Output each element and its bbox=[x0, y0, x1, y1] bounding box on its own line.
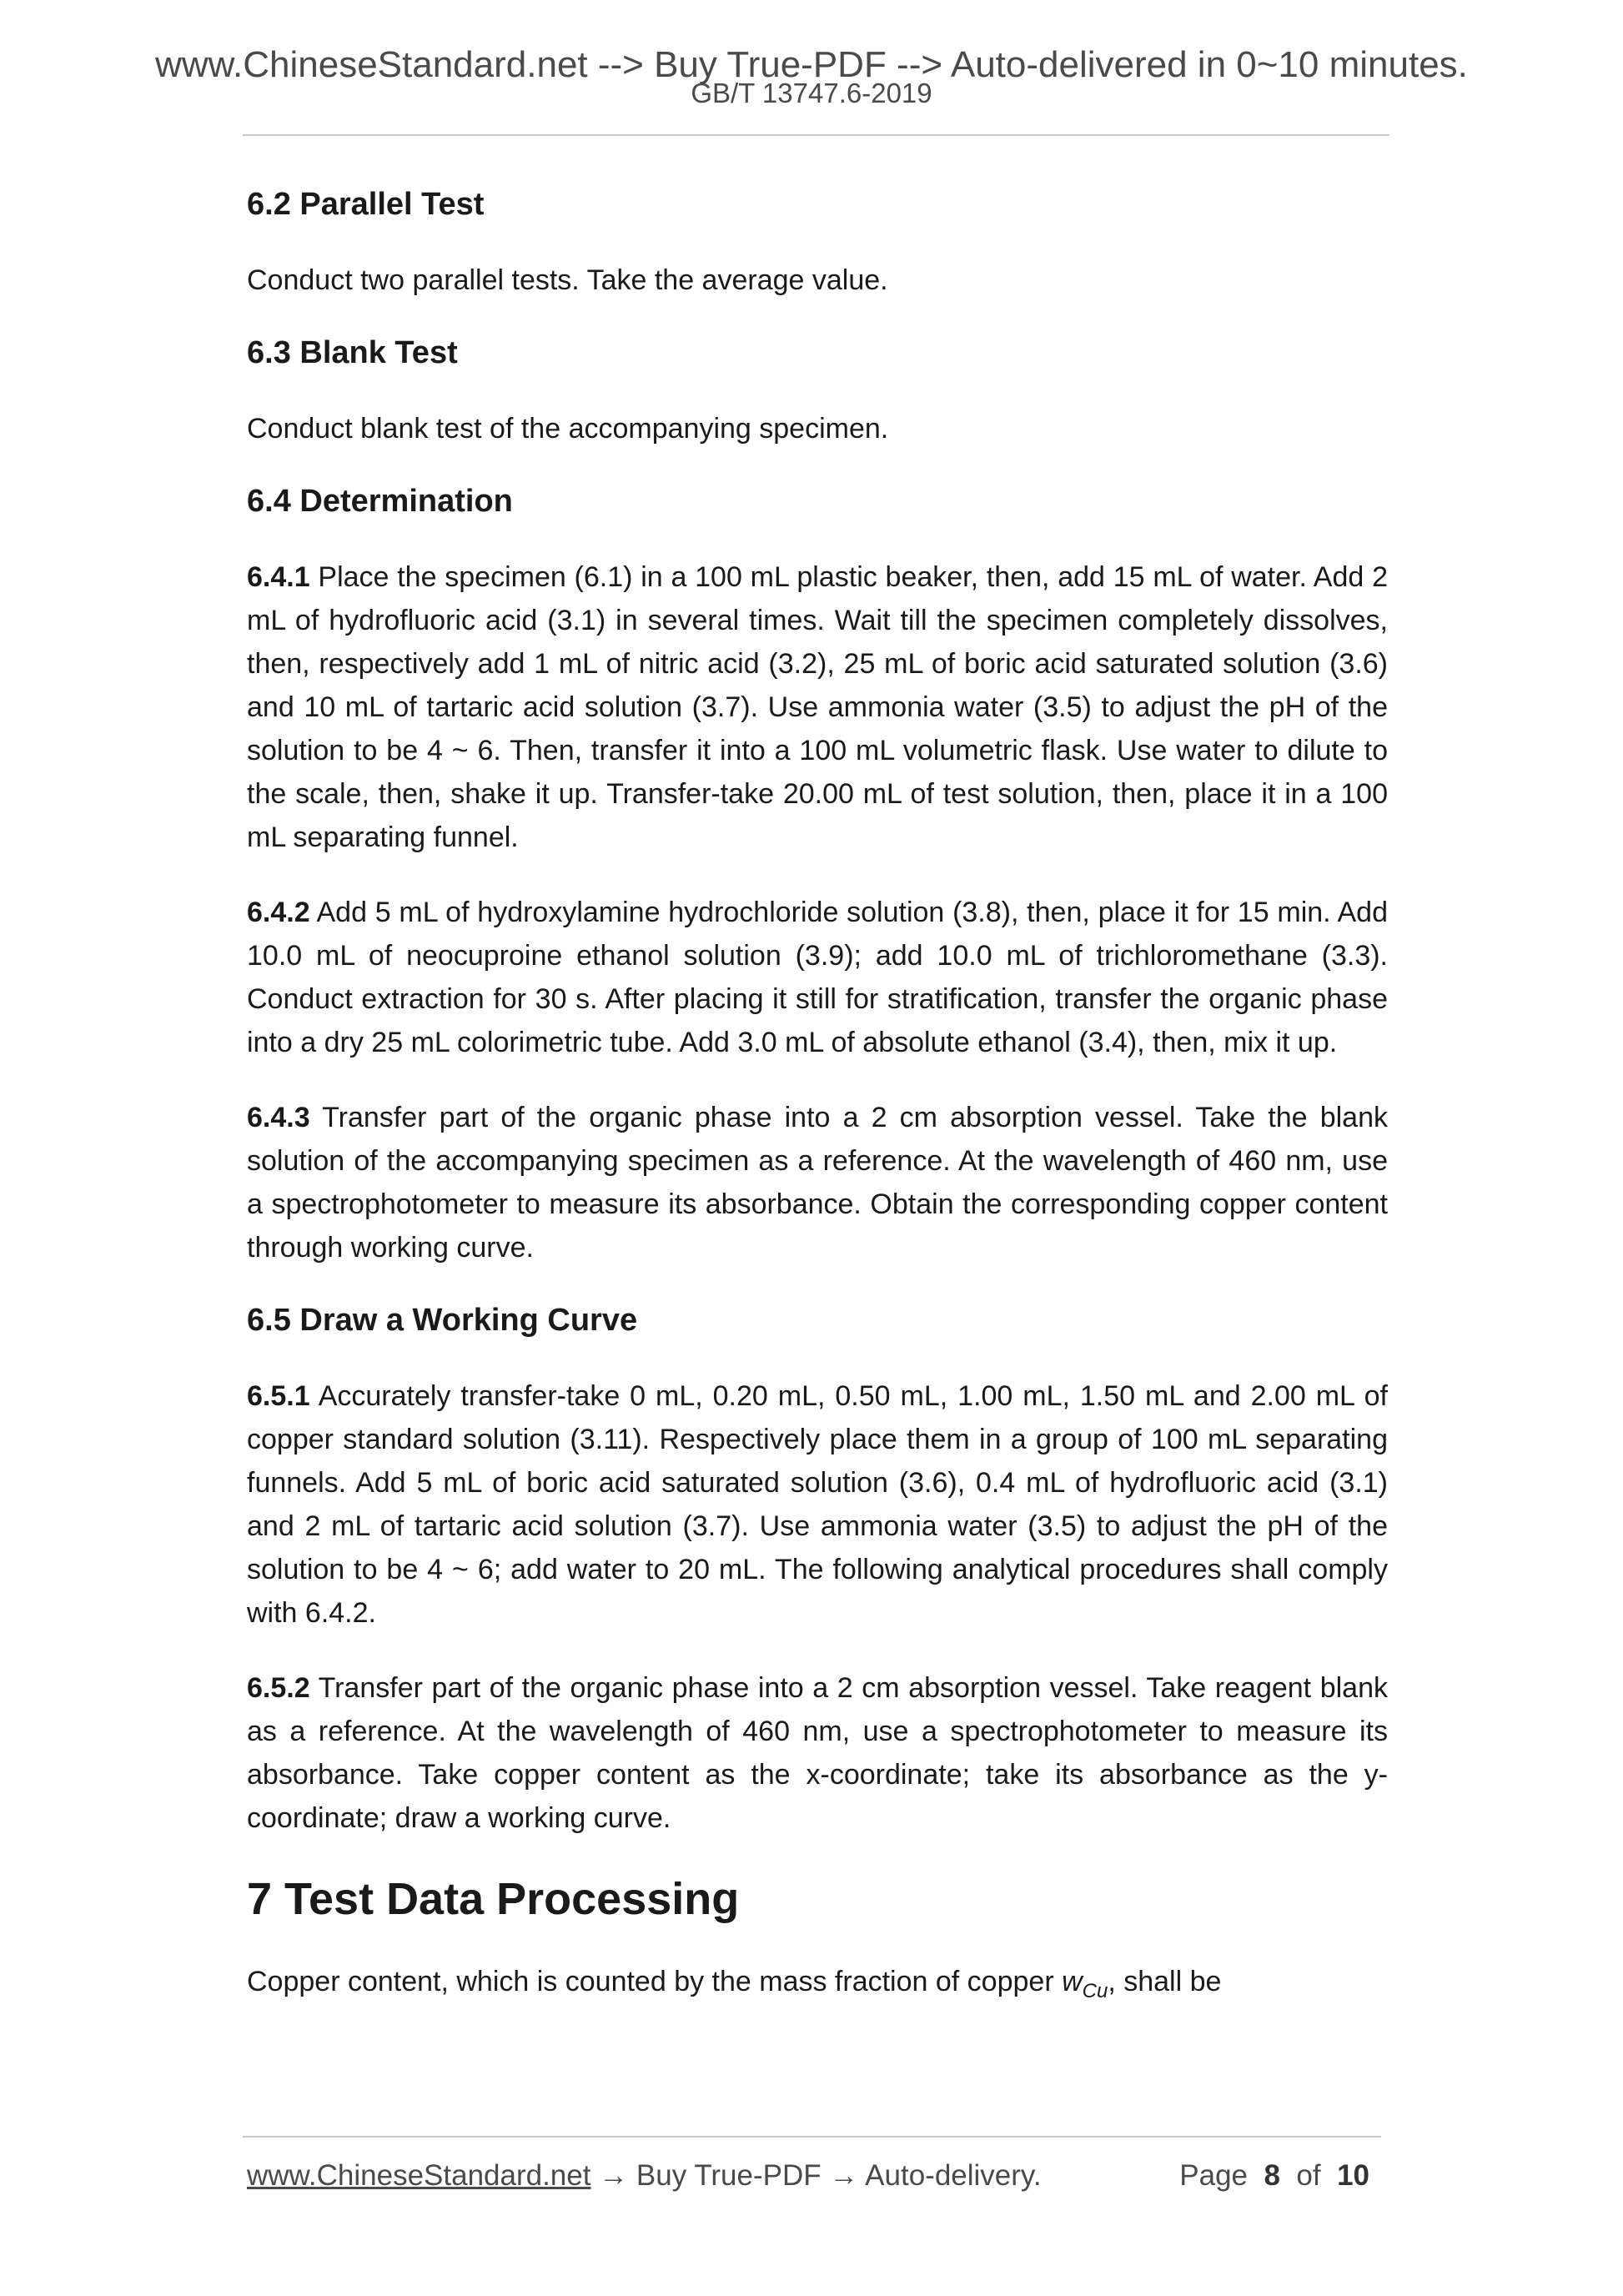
heading-6-2: 6.2 Parallel Test bbox=[247, 187, 485, 222]
clause-number-6-4-3: 6.4.3 bbox=[247, 1102, 310, 1133]
clause-text-7-start: Copper content, which is counted by the mass fraction of copper bbox=[247, 1966, 1063, 1997]
paragraph-6-5-2 bbox=[247, 1666, 1388, 1840]
top-banner: www.ChineseStandard.net --> Buy True-PDF --> Auto-delivered in 0~10 minutes. bbox=[155, 44, 1468, 85]
heading-6-3: 6.3 Blank Test bbox=[247, 335, 458, 370]
page-total: 10 bbox=[1337, 2159, 1369, 2192]
heading-6-4: 6.4 Determination bbox=[247, 484, 513, 519]
page-content bbox=[247, 185, 1388, 2013]
clause-number-6-5-2: 6.5.2 bbox=[247, 1672, 310, 1704]
header-divider bbox=[243, 134, 1389, 136]
footer-site-link[interactable]: www.ChineseStandard.net bbox=[247, 2159, 591, 2192]
paragraph-6-3: Conduct blank test of the accompanying specimen. bbox=[247, 413, 889, 445]
paragraph-6-4-1 bbox=[247, 555, 1388, 859]
variable-w: w bbox=[1062, 1966, 1083, 1997]
page-label: Page bbox=[1179, 2159, 1249, 2192]
clause-text-6-4-2: Add 5 mL of hydroxylamine hydrochloride solution (3.8), then, place it for 15 min. Add 10.0 mL of neocuproine ethanol solution (3.9); add 10.0 mL of trichloromethane (3.3). Conduct extraction for 30 s. After placing it still for stratification, transfer the organic phase into a dry 25 mL colorimetric tube. Add 3.0 mL of absolute ethanol (3.4), then, mix it up. bbox=[247, 897, 1388, 1058]
variable-subscript-cu: Cu bbox=[1082, 1979, 1108, 2002]
clause-text-7-end: , shall be bbox=[1108, 1966, 1222, 1997]
clause-number-6-4-2: 6.4.2 bbox=[247, 897, 310, 928]
heading-7: 7 Test Data Processing bbox=[247, 1874, 740, 1924]
page-footer bbox=[247, 2155, 1381, 2197]
page-indicator bbox=[1179, 2155, 1369, 2197]
footer-left bbox=[247, 2155, 1042, 2197]
clause-text-6-4-3: Transfer part of the organic phase into a 2 cm absorption vessel. Take the blank solution of the accompanying specimen as a reference. At the wavelength of 460 nm, use a spectrophotometer to measure its absorbance. Obtain the corresponding copper content through working curve. bbox=[247, 1102, 1388, 1264]
paragraph-6-2: Conduct two parallel tests. Take the average value. bbox=[247, 264, 888, 296]
clause-text-6-5-1: Accurately transfer-take 0 mL, 0.20 mL, 0.50 mL, 1.00 mL, 1.50 mL and 2.00 mL of copper standard solution (3.11). Respectively place them in a group of 100 mL separating funnels. Add 5 mL of boric acid saturated solution (3.6), 0.4 mL of hydrofluoric acid (3.1) and 2 mL of tartaric acid solution (3.7). Use ammonia water (3.5) to adjust the pH of the solution to be 4 ~ 6; add water to 20 mL. The following analytical procedures shall comply with 6.4.2. bbox=[247, 1380, 1388, 1629]
clause-text-6-5-2: Transfer part of the organic phase into a 2 cm absorption vessel. Take reagent blank as a reference. At the wavelength of 460 nm, use a spectrophotometer to measure its absorbance. Take copper content as the x-coordinate; take its absorbance as the y-coordinate; draw a working curve. bbox=[247, 1672, 1388, 1834]
paragraph-6-4-2 bbox=[247, 891, 1388, 1064]
paragraph-6-4-3 bbox=[247, 1096, 1388, 1269]
heading-6-5: 6.5 Draw a Working Curve bbox=[247, 1303, 638, 1338]
page-of-label: of bbox=[1296, 2159, 1321, 2192]
clause-number-6-4-1: 6.4.1 bbox=[247, 561, 310, 593]
footer-promo-text: → Buy True-PDF → Auto-delivery. bbox=[590, 2159, 1042, 2192]
paragraph-6-5-1 bbox=[247, 1374, 1388, 1635]
clause-number-6-5-1: 6.5.1 bbox=[247, 1380, 310, 1412]
paragraph-7 bbox=[247, 1960, 1388, 2013]
footer-divider bbox=[243, 2136, 1381, 2138]
clause-text-6-4-1: Place the specimen (6.1) in a 100 mL plastic beaker, then, add 15 mL of water. Add 2 mL of hydrofluoric acid (3.1) in several times. Wait till the specimen completely dissolves, then, respectively add 1 mL of nitric acid (3.2), 25 mL of boric acid saturated solution (3.6) and 10 mL of tartaric acid solution (3.7). Use ammonia water (3.5) to adjust the pH of the solution to be 4 ~ 6. Then, transfer it into a 100 mL volumetric flask. Use water to dilute to the scale, then, shake it up. Transfer-take 20.00 mL of test solution, then, place it in a 100 mL separating funnel. bbox=[247, 561, 1388, 853]
page-current: 8 bbox=[1264, 2159, 1280, 2192]
standard-code: GB/T 13747.6-2019 bbox=[691, 78, 932, 108]
